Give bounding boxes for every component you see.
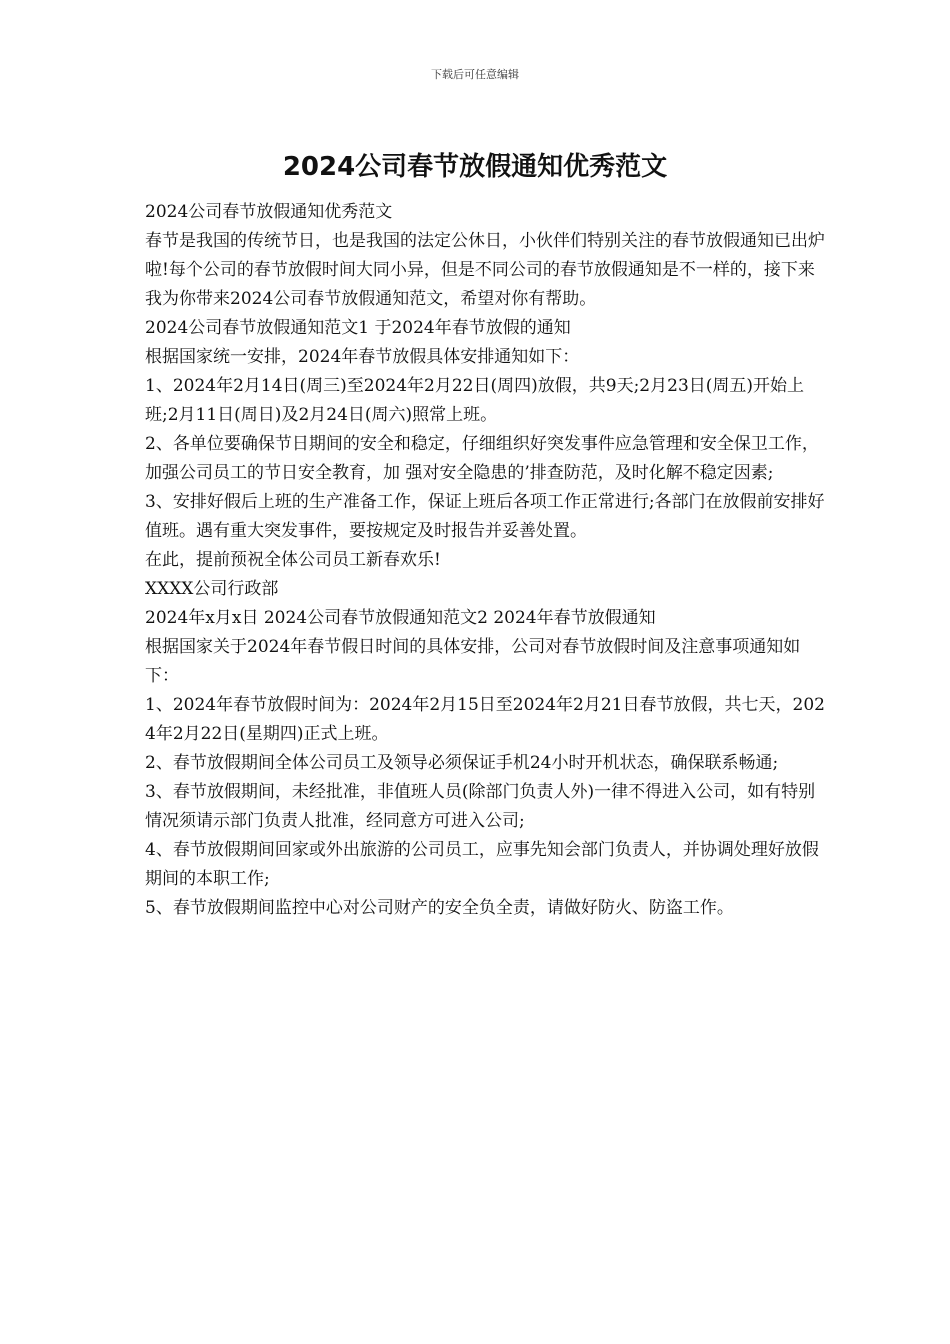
page-header-note: 下载后可任意编辑 xyxy=(431,68,519,81)
paragraph-sample2-item2: 2、春节放假期间全体公司员工及领导必须保证手机24小时开机状态，确保联系畅通; xyxy=(145,753,779,773)
document-title: 2024公司春节放假通知优秀范文 xyxy=(282,152,668,182)
paragraph-intro: 春节是我国的传统节日，也是我国的法定公休日，小伙伴们特别关注的春节放假通知已出炉啦!每个公司的春节放假时间大同小异，但是不同公司的春节放假通知是不一样的，接下来我为你带来2024公司春节放假通知范文，希望对你有帮助。 xyxy=(145,231,825,309)
paragraph-sample2-lead: 根据国家关于2024年春节假日时间的具体安排，公司对春节放假时间及注意事项通知如下： xyxy=(145,637,801,686)
paragraph-sample1-signature: XXXX公司行政部 xyxy=(145,579,279,599)
paragraph-subtitle: 2024公司春节放假通知优秀范文 xyxy=(145,202,393,222)
paragraph-sample2-item3: 3、春节放假期间，未经批准，非值班人员(除部门负责人外)一律不得进入公司，如有特别情况须请示部门负责人批准，经同意方可进入公司; xyxy=(145,782,816,831)
paragraph-sample1-item1: 1、2024年2月14日(周三)至2024年2月22日(周四)放假，共9天;2月23日(周五)开始上班;2月11日(周日)及2月24日(周六)照常上班。 xyxy=(145,376,805,425)
document-body xyxy=(145,198,825,923)
paragraph-sample2-item1: 1、2024年春节放假时间为：2024年2月15日至2024年2月21日春节放假，共七天，2024年2月22日(星期四)正式上班。 xyxy=(145,695,825,744)
paragraph-sample1-item3: 3、安排好假后上班的生产准备工作，保证上班后各项工作正常进行;各部门在放假前安排好值班。遇有重大突发事件，要按规定及时报告并妥善处置。 xyxy=(145,492,825,541)
paragraph-sample1-date-sample2-heading: 2024年x月x日 2024公司春节放假通知范文2 2024年春节放假通知 xyxy=(145,608,656,628)
paragraph-sample1-lead: 根据国家统一安排，2024年春节放假具体安排通知如下： xyxy=(145,347,580,367)
paragraph-sample2-item4: 4、春节放假期间回家或外出旅游的公司员工，应事先知会部门负责人，并协调处理好放假期间的本职工作; xyxy=(145,840,819,889)
paragraph-sample1-greeting: 在此，提前预祝全体公司员工新春欢乐! xyxy=(145,550,441,570)
paragraph-sample2-item5: 5、春节放假期间监控中心对公司财产的安全负全责，请做好防火、防盗工作。 xyxy=(145,898,734,918)
paragraph-sample1-item2: 2、各单位要确保节日期间的安全和稳定，仔细组织好突发事件应急管理和安全保卫工作，加强公司员工的节日安全教育，加 强对安全隐患的’排查防范，及时化解不稳定因素; xyxy=(145,434,819,483)
paragraph-sample1-heading: 2024公司春节放假通知范文1 于2024年春节放假的通知 xyxy=(145,318,571,338)
